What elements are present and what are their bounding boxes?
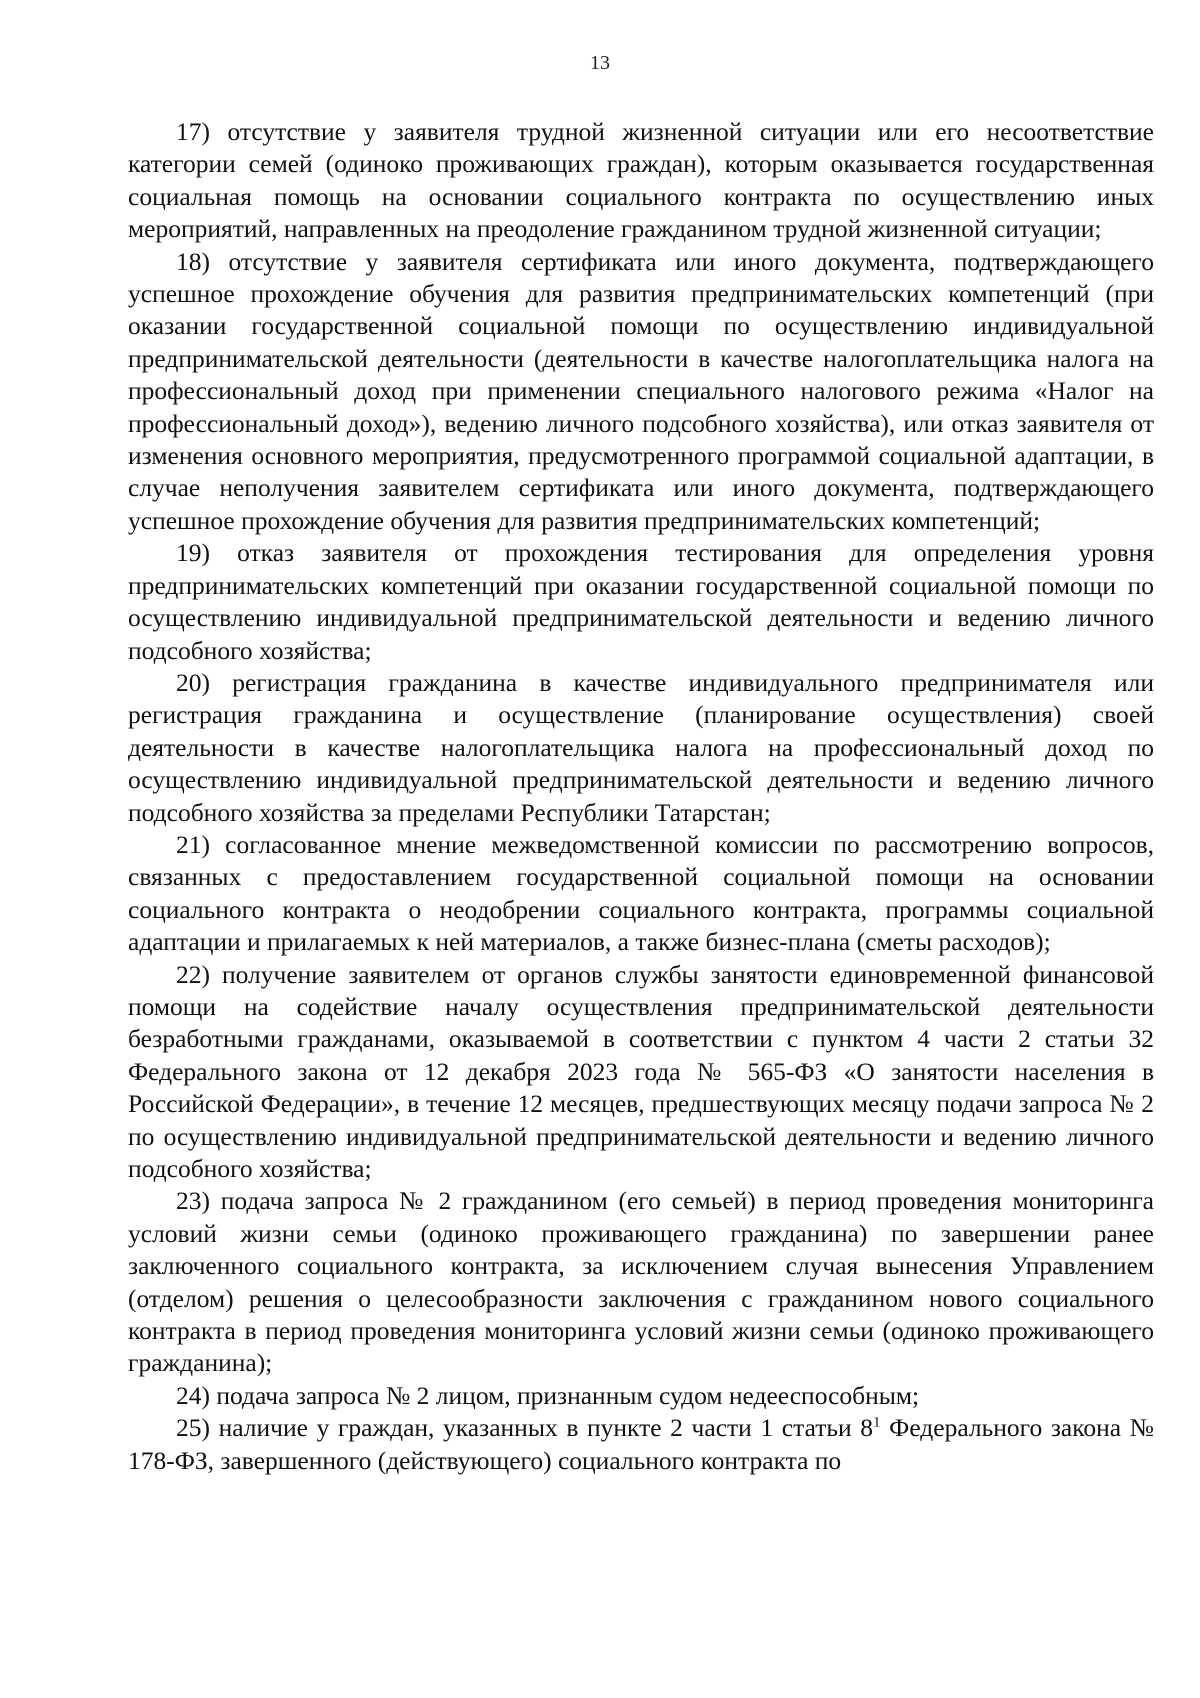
paragraph-item-18: 18) отсутствие у заявителя сертификата или иного документа, подтверждающего успешное прохождение обучения для развития предпринимательских компетенций (при оказании государственной социальной помощи по осуществлению индивидуальной предпринимательской деятельности (деятельности в качестве налогоплательщика налога на профессиональный доход при применении специального налогового режима «Налог на профессиональный доход»), ведению личного подсобного хозяйства), или отказ заявителя от изменения основного мероприятия, предусмотренного программой социальной адаптации, в случае неполучения заявителем сертификата или иного документа, подтверждающего успешное прохождение обучения для развития предпринимательских компетенций;: [128, 246, 1154, 535]
article-superscript: 1: [873, 1414, 881, 1431]
paragraph-item-21: 21) согласованное мнение межведомственной комиссии по рассмотрению вопросов, связанных с предоставлением государственной социальной помощи на основании социального контракта о неодобрении социального контракта, программы социальной адаптации и прилагаемых к ней материалов, а также бизнес-плана (сметы расходов);: [128, 829, 1154, 957]
paragraph-item-23: 23) подача запроса № 2 гражданином (его семьей) в период проведения мониторинга условий жизни семьи (одиноко проживающего гражданина) по завершении ранее заключенного социального контракта, за исключением случая вынесения Управлением (отделом) решения о целесообразности заключения с гражданином нового социального контракта в период проведения мониторинга условий жизни семьи (одиноко проживающего гражданина);: [128, 1186, 1154, 1378]
paragraph-item-19: 19) отказ заявителя от прохождения тестирования для определения уровня предпринимательских компетенций при оказании государственной социальной помощи по осуществлению индивидуальной предпринимательской деятельности и ведению личного подсобного хозяйства;: [128, 538, 1154, 665]
paragraph-25-start: 25) наличие у граждан, указанных в пункте 2 части 1 статьи 8: [176, 1413, 874, 1443]
page-number: 13: [590, 52, 610, 74]
paragraph-item-17: 17) отсутствие у заявителя трудной жизненной ситуации или его несоответствие категории семей (одиноко проживающих граждан), которым оказывается государственная социальная помощь на основании социального контракта по осуществлению иных мероприятий, направленных на преодоление гражданином трудной жизненной ситуации;: [128, 117, 1154, 244]
document-body: [128, 116, 1154, 1477]
paragraph-item-20: 20) регистрация гражданина в качестве индивидуального предпринимателя или регистрация гражданина и осуществление (планирование осуществления) своей деятельности в качестве налогоплательщика налога на профессиональный доход по осуществлению индивидуальной предпринимательской деятельности и ведению личного подсобного хозяйства за пределами Республики Татарстан;: [128, 667, 1154, 827]
paragraph-item-24: 24) подача запроса № 2 лицом, признанным судом недееспособным;: [176, 1380, 920, 1410]
paragraph-item-25: [128, 1412, 1154, 1477]
paragraph-item-22: 22) получение заявителем от органов службы занятости единовременной финансовой помощи на содействие началу осуществления предпринимательской деятельности безработными гражданами, оказываемой в соответствии с пунктом 4 части 2 статьи 32 Федерального закона от 12 декабря 2023 года № 565-ФЗ «О занятости населения в Российской Федерации», в течение 12 месяцев, предшествующих месяцу подачи запроса № 2 по осуществлению индивидуальной предпринимательской деятельности и ведению личного подсобного хозяйства;: [128, 959, 1154, 1183]
paragraph-25-end: Федерального закона № 178-ФЗ, завершенного (действующего) социального контракта по: [128, 1413, 1154, 1475]
